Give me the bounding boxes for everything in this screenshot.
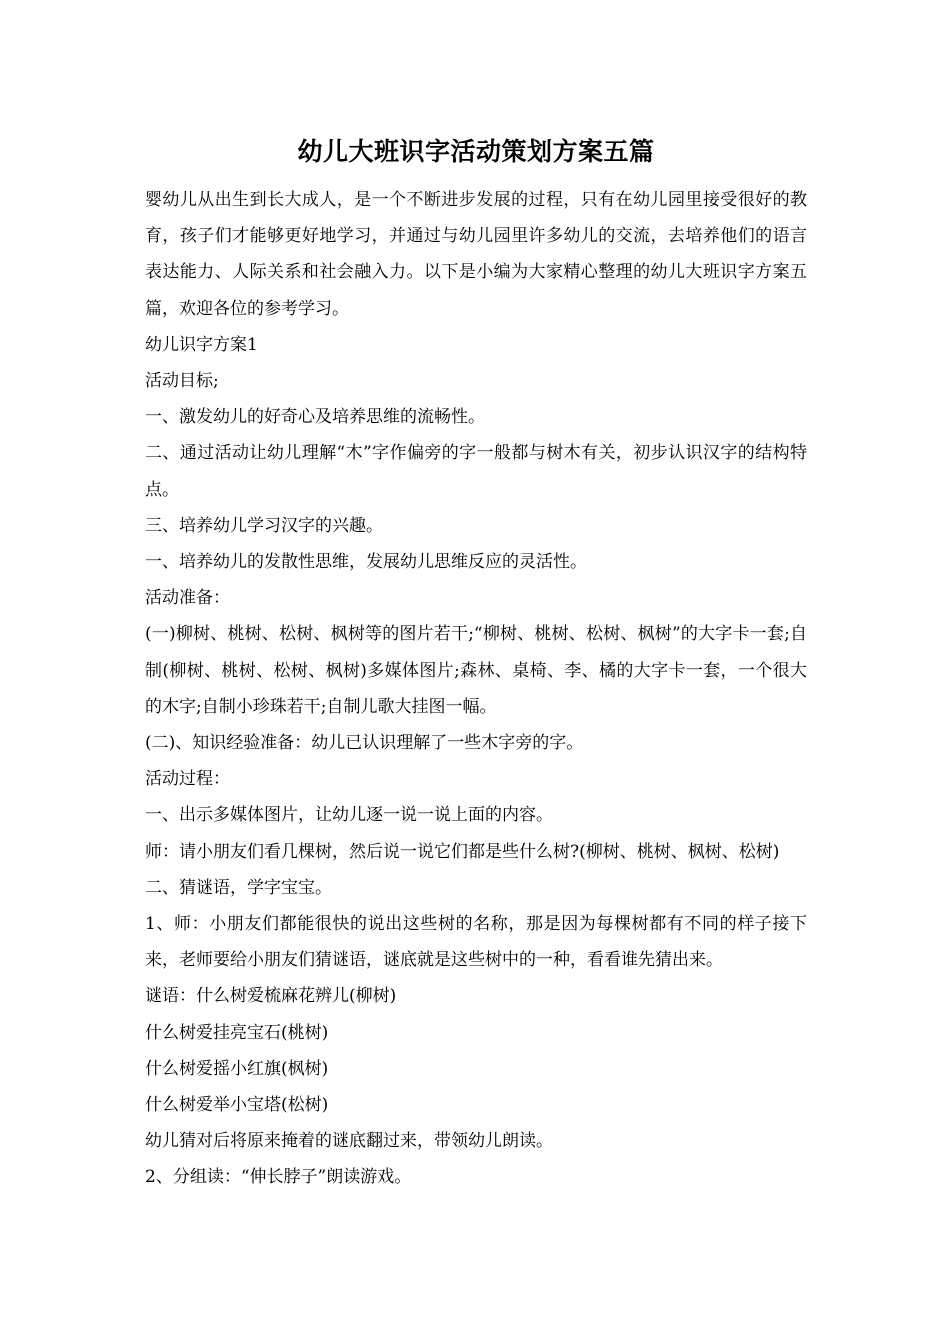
- teacher-line: 1、师：小朋友们都能很快的说出这些树的名称，那是因为每棵树都有不同的样子接下来，老师要给小朋友们猜谜语，谜底就是这些树中的一种，看看谁先猜出来。: [145, 914, 807, 971]
- riddle-line: 谜语：什么树爱梳麻花辨儿(柳树): [145, 986, 397, 1007]
- process-step: 一、出示多媒体图片，让幼儿逐一说一说上面的内容。: [145, 805, 553, 826]
- intro-paragraph: 婴幼儿从出生到长大成人，是一个不断进步发展的过程，只有在幼儿园里接受很好的教育，孩子们才能够更好地学习，并通过与幼儿园里许多幼儿的交流，去培养他们的语言表达能力、人际关系和社会融入力。以下是小编为大家精心整理的幼儿大班识字方案五篇，欢迎各位的参考学习。: [145, 190, 807, 319]
- goal-item: 一、激发幼儿的好奇心及培养思维的流畅性。: [145, 407, 485, 428]
- teacher-line: 师：请小朋友们看几棵树，然后说一说它们都是些什么树?(柳树、桃树、枫树、松树): [145, 841, 780, 862]
- riddle-line: 什么树爱挂亮宝石(桃树): [145, 1022, 329, 1043]
- process-note: 幼儿猜对后将原来掩着的谜底翻过来，带领幼儿朗读。: [145, 1131, 553, 1152]
- riddle-line: 什么树爱举小宝塔(松树): [145, 1095, 329, 1116]
- goal-item: 三、培养幼儿学习汉字的兴趣。: [145, 515, 383, 536]
- section-heading-process: 活动过程：: [145, 769, 230, 790]
- section-heading-preparation: 活动准备：: [145, 588, 230, 609]
- preparation-item: (二)、知识经验准备：幼儿已认识理解了一些木字旁的字。: [145, 733, 584, 754]
- plan-heading: 幼儿识字方案1: [145, 334, 258, 355]
- process-step: 2、分组读：“伸长脖子”朗读游戏。: [145, 1167, 412, 1188]
- section-heading-goals: 活动目标;: [145, 371, 219, 392]
- goal-item: 二、通过活动让幼儿理解“木”字作偏旁的字一般都与树木有关，初步认识汉字的结构特点。: [145, 443, 807, 500]
- preparation-item: (一)柳树、桃树、松树、枫树等的图片若干;“柳树、桃树、松树、枫树”的大字卡一套;自制(柳树、桃树、松树、枫树)多媒体图片;森林、桌椅、李、橘的大字卡一套，一个很大的木字;自制小珍珠若干;自制儿歌大挂图一幅。: [145, 624, 807, 717]
- riddle-line: 什么树爱摇小红旗(枫树): [145, 1058, 329, 1079]
- process-step: 二、猜谜语，学字宝宝。: [145, 877, 332, 898]
- document-title: 幼儿大班识字活动策划方案五篇: [297, 137, 655, 166]
- goal-item: 一、培养幼儿的发散性思维，发展幼儿思维反应的灵活性。: [145, 552, 587, 573]
